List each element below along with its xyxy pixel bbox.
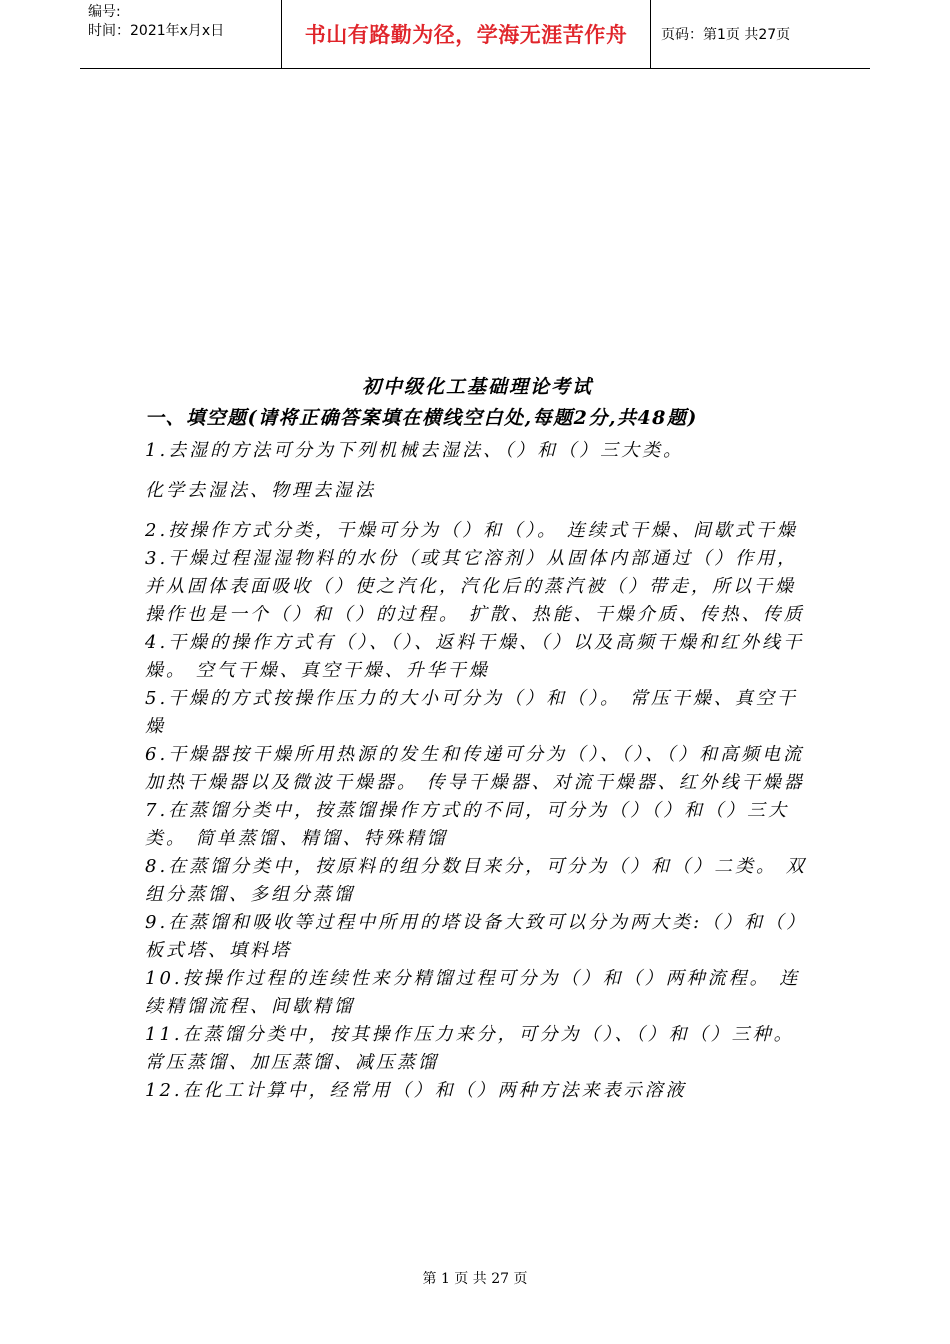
document-title: 初中级化工基础理论考试 <box>361 376 593 398</box>
page-header <box>80 0 870 69</box>
question-5: 5.干燥的方式按操作压力的大小可分为（）和（）。 常压干燥、真空干燥 <box>145 688 798 737</box>
question-8: 8.在蒸馏分类中，按原料的组分数目来分，可分为（）和（）二类。 双组分蒸馏、多组分蒸馏 <box>145 856 807 905</box>
page-info: 页码：第1页 共27页 <box>661 27 791 43</box>
answer-1: 化学去湿法、物理去湿法 <box>145 480 376 501</box>
question-2: 2.按操作方式分类，干燥可分为（）和（）。 连续式干燥、间歇式干燥 <box>145 520 798 541</box>
number-label: 编号: <box>88 4 121 20</box>
question-3: 3.干燥过程湿湿物料的水份（或其它溶剂）从固体内部通过（）作用，并从固体表面吸收（）使之汽化，汽化后的蒸汽被（）带走，所以干燥操作也是一个（）和（）的过程。 扩散、热能、干燥介质、传热、传质 <box>145 548 805 625</box>
question-9: 9.在蒸馏和吸收等过程中所用的塔设备大致可以分为两大类:（）和（） 板式塔、填料塔 <box>145 912 808 961</box>
question-12: 12.在化工计算中，经常用（）和（）两种方法来表示溶液 <box>145 1080 687 1101</box>
question-10: 10.按操作过程的连续性来分精馏过程可分为（）和（）两种流程。 连续精馏流程、间歇精馏 <box>145 968 801 1017</box>
header-meta <box>80 0 281 68</box>
question-11: 11.在蒸馏分类中，按其操作压力来分，可分为（）、（）和（）三种。 常压蒸馏、加压蒸馏、减压蒸馏 <box>145 1024 795 1073</box>
page-footer: 第 1 页 共 27 页 <box>422 1271 528 1287</box>
question-1: 1.去湿的方法可分为下列机械去湿法、（）和（）三大类。 <box>145 440 685 461</box>
time-label: 时间：2021年x月x日 <box>88 23 225 39</box>
document-body <box>145 372 810 1105</box>
section-heading: 一、填空题(请将正确答案填在横线空白处,每题2分,共48题) <box>145 407 698 429</box>
question-7: 7.在蒸馏分类中，按蒸馏操作方式的不同，可分为（）（）和（）三大类。 简单蒸馏、精馏、特殊精馏 <box>145 800 790 849</box>
question-6: 6.干燥器按干燥所用热源的发生和传递可分为（）、（）、（）和高频电流加热干燥器以及微波干燥器。 传导干燥器、对流干燥器、红外线干燥器 <box>145 744 805 793</box>
motto: 书山有路勤为径，学海无涯苦作舟 <box>281 0 651 68</box>
question-4: 4.干燥的操作方式有（）、（）、返料干燥、（）以及高频干燥和红外线干燥。 空气干燥、真空干燥、升华干燥 <box>145 632 805 681</box>
